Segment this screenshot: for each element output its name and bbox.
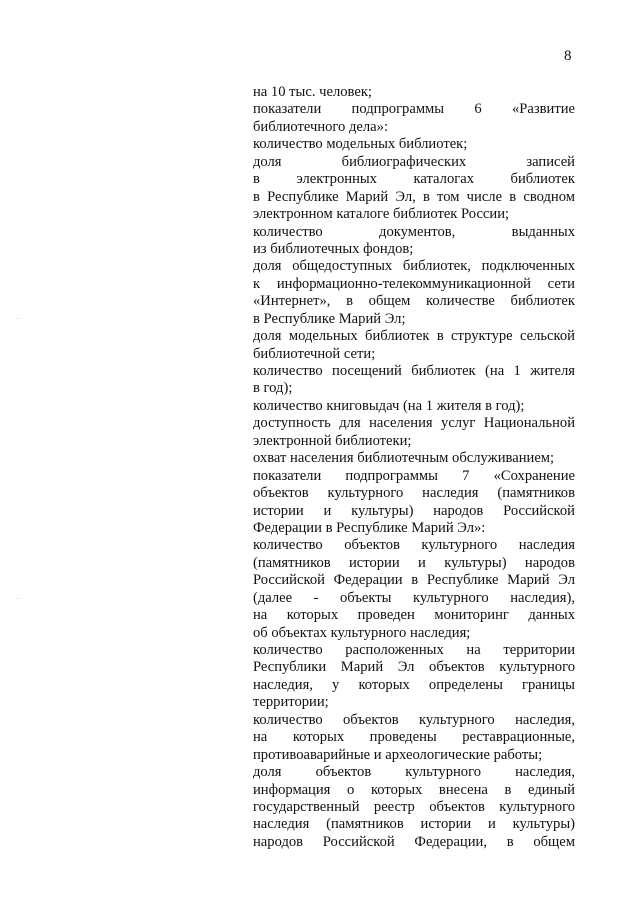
text-line: количество документов, выданных xyxy=(253,223,575,240)
text-line: в электронных каталогах библиотек xyxy=(253,171,575,188)
page-number: 8 xyxy=(564,48,572,64)
scan-speck xyxy=(17,598,18,599)
text-line: количество объектов культурного наследия, xyxy=(253,711,575,728)
text-line: показатели подпрограммы 7 «Сохранение xyxy=(253,467,575,484)
text-line: наследия, у которых определены границы xyxy=(253,676,575,693)
text-line: электронном каталоге библиотек России; xyxy=(253,206,510,223)
text-line: противоаварийные и археологические работы; xyxy=(253,746,543,763)
text-line: Российской Федерации в Республике Марий Эл xyxy=(253,572,575,589)
text-line: доля общедоступных библиотек, подключенных xyxy=(253,258,575,275)
text-line: территории; xyxy=(253,694,329,711)
text-line: в Республике Марий Эл; xyxy=(253,310,406,327)
text-line: электронной библиотеки; xyxy=(253,432,412,449)
text-line: на которых проведены реставрационные, xyxy=(253,729,575,746)
text-line: количество расположенных на территории xyxy=(253,642,575,658)
text-line: на 10 тыс. человек; xyxy=(253,84,372,100)
text-line: из библиотечных фондов; xyxy=(253,240,414,257)
text-line: к информационно-телекоммуникационной сети xyxy=(253,275,575,292)
text-line: доля модельных библиотек в структуре сельской xyxy=(253,328,575,345)
text-line: библиотечной сети; xyxy=(253,345,376,362)
text-line: количество книговыдач (на 1 жителя в год); xyxy=(253,397,525,414)
text-line: в Республике Марий Эл, в том числе в сводном xyxy=(253,188,575,205)
text-line: объектов культурного наследия (памятников xyxy=(253,485,575,502)
text-column xyxy=(253,84,575,851)
text-line: в год); xyxy=(253,380,293,397)
text-line: охват населения библиотечным обслуживанием; xyxy=(253,450,555,467)
scan-speck xyxy=(17,318,18,319)
text-line: истории и культуры) народов Российской xyxy=(253,502,575,519)
text-line: (памятников истории и культуры) народов xyxy=(253,554,575,571)
text-line: информация о которых внесена в единый xyxy=(253,781,575,798)
text-line: библиотечного дела»: xyxy=(253,118,389,135)
text-line: наследия (памятников истории и культуры) xyxy=(253,816,575,833)
text-line: об объектах культурного наследия; xyxy=(253,624,471,641)
text-line: народов Российской Федерации, в общем xyxy=(253,833,575,850)
text-line: количество посещений библиотек (на 1 жителя xyxy=(253,363,575,379)
text-line: количество модельных библиотек; xyxy=(253,136,468,153)
text-line: количество объектов культурного наследия xyxy=(253,537,575,554)
text-line: доступность для населения услуг Национальной xyxy=(253,415,575,432)
text-line: Республики Марий Эл объектов культурного xyxy=(253,659,575,676)
text-line: доля библиографических записей xyxy=(253,153,575,170)
text-line: «Интернет», в общем количестве библиотек xyxy=(253,293,575,310)
text-line: доля объектов культурного наследия, xyxy=(253,764,575,781)
text-line: Федерации в Республике Марий Эл»: xyxy=(253,519,486,536)
text-line: показатели подпрограммы 6 «Развитие xyxy=(253,101,575,118)
text-line: (далее - объекты культурного наследия), xyxy=(253,589,575,606)
text-line: государственный реестр объектов культурного xyxy=(253,798,575,815)
text-line: на которых проведен мониторинг данных xyxy=(253,607,575,624)
